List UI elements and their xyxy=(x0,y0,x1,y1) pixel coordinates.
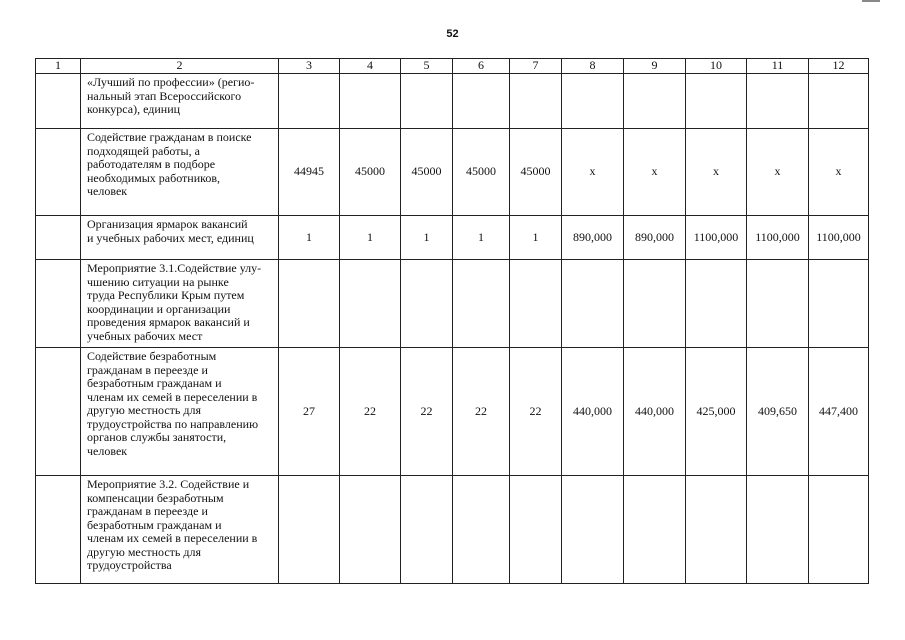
indicator-description: Содействие безработным гражданам в переезде и безработным гражданам и членам их семей в переселении в другую местность для трудоустройства по направлению органов службы занятости, человек xyxy=(81,348,279,476)
table-cell: 409,650 xyxy=(747,348,809,476)
table-cell: 22 xyxy=(510,348,562,476)
table-cell: 425,000 xyxy=(686,348,747,476)
header-cell: 7 xyxy=(510,59,562,74)
table-cell: 1100,000 xyxy=(686,216,747,260)
indicator-description: Мероприятие 3.2. Содействие и компенсации безработным гражданам в переезде и безработным гражданам и членам их семей в переселении в другую местность для трудоустройства xyxy=(81,476,279,584)
table-cell: 1 xyxy=(340,216,401,260)
header-cell: 4 xyxy=(340,59,401,74)
table-cell xyxy=(453,476,510,584)
table-cell: 1 xyxy=(510,216,562,260)
table-row xyxy=(36,348,869,476)
table-cell xyxy=(562,476,624,584)
table-row xyxy=(36,74,869,129)
table-cell xyxy=(562,260,624,348)
table-cell: 22 xyxy=(453,348,510,476)
table-cell xyxy=(809,476,869,584)
corner-mark xyxy=(862,0,880,2)
table-cell: 27 xyxy=(279,348,340,476)
table-cell xyxy=(686,260,747,348)
table-cell xyxy=(510,260,562,348)
table-cell xyxy=(809,74,869,129)
table-cell: 440,000 xyxy=(562,348,624,476)
table-cell: x xyxy=(562,129,624,216)
table-row xyxy=(36,260,869,348)
table-cell: 440,000 xyxy=(624,348,686,476)
table-cell: 890,000 xyxy=(562,216,624,260)
table-cell: 45000 xyxy=(453,129,510,216)
table-cell: 1100,000 xyxy=(809,216,869,260)
indicator-description: Организация ярмарок вакансий и учебных рабочих мест, единиц xyxy=(81,216,279,260)
table-cell: x xyxy=(624,129,686,216)
header-cell: 1 xyxy=(36,59,81,74)
table-cell xyxy=(624,74,686,129)
table-cell: 1 xyxy=(279,216,340,260)
header-cell: 9 xyxy=(624,59,686,74)
header-cell: 8 xyxy=(562,59,624,74)
indicator-description: Содействие гражданам в поиске подходящей работы, а работодателям в подборе необходимых работников, человек xyxy=(81,129,279,216)
table-cell: 22 xyxy=(340,348,401,476)
table-cell xyxy=(279,74,340,129)
table-cell xyxy=(562,74,624,129)
table-cell xyxy=(36,476,81,584)
indicator-description: «Лучший по профессии» (регио- нальный этап Всероссийского конкурса), единиц xyxy=(81,74,279,129)
header-cell: 6 xyxy=(453,59,510,74)
table-cell xyxy=(36,74,81,129)
table-cell xyxy=(279,476,340,584)
table-cell xyxy=(340,476,401,584)
table-cell xyxy=(747,74,809,129)
header-row xyxy=(36,59,869,74)
table-cell xyxy=(453,260,510,348)
table-cell: 44945 xyxy=(279,129,340,216)
table-cell: 22 xyxy=(401,348,453,476)
header-cell: 11 xyxy=(747,59,809,74)
table-cell xyxy=(36,260,81,348)
table-cell xyxy=(510,74,562,129)
table-cell: 45000 xyxy=(510,129,562,216)
page-number: 52 xyxy=(446,28,459,40)
table-cell: 447,400 xyxy=(809,348,869,476)
table-cell xyxy=(510,476,562,584)
table-cell: 45000 xyxy=(401,129,453,216)
header-cell: 2 xyxy=(81,59,279,74)
table-cell xyxy=(36,348,81,476)
table-cell: x xyxy=(747,129,809,216)
indicator-description: Мероприятие 3.1.Содействие улу- чшению ситуации на рынке труда Республики Крым путем координации и организации проведения ярмарок вакансий и учебных рабочих мест xyxy=(81,260,279,348)
table-row xyxy=(36,216,869,260)
header-cell: 3 xyxy=(279,59,340,74)
header-cell: 12 xyxy=(809,59,869,74)
table-cell xyxy=(747,260,809,348)
table-cell xyxy=(453,74,510,129)
table-cell: 890,000 xyxy=(624,216,686,260)
table-cell xyxy=(36,129,81,216)
program-table xyxy=(35,58,869,584)
table-cell xyxy=(279,260,340,348)
table-cell xyxy=(624,260,686,348)
table-cell: 1 xyxy=(401,216,453,260)
table-cell: 1100,000 xyxy=(747,216,809,260)
table-cell: 45000 xyxy=(340,129,401,216)
table-cell xyxy=(401,74,453,129)
header-cell: 5 xyxy=(401,59,453,74)
table-cell xyxy=(809,260,869,348)
table-cell xyxy=(340,74,401,129)
table-cell xyxy=(401,476,453,584)
table-cell: 1 xyxy=(453,216,510,260)
table-cell xyxy=(686,476,747,584)
table-cell xyxy=(340,260,401,348)
table-row xyxy=(36,129,869,216)
table-cell: x xyxy=(809,129,869,216)
table-cell xyxy=(624,476,686,584)
table-cell xyxy=(36,216,81,260)
header-cell: 10 xyxy=(686,59,747,74)
table-row xyxy=(36,476,869,584)
table-cell xyxy=(747,476,809,584)
table-cell xyxy=(686,74,747,129)
table-cell: x xyxy=(686,129,747,216)
table-cell xyxy=(401,260,453,348)
